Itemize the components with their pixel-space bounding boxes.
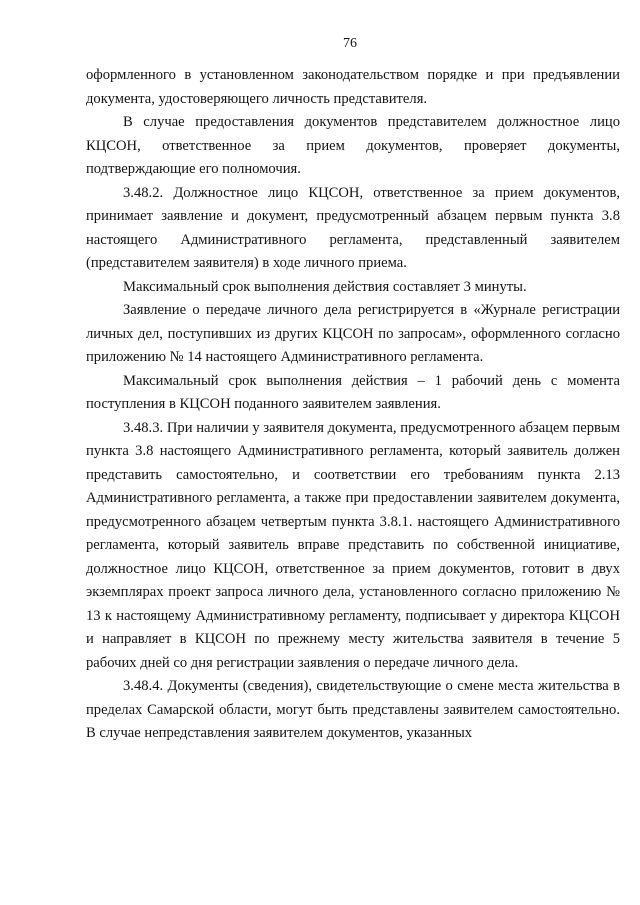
paragraph-max-time-3-min: Максимальный срок выполнения действия составляет 3 минуты. <box>123 278 527 295</box>
paragraph-continuation: оформленного в установленном законодательством порядке и при предъявлении документа, удостоверяющего личность представителя. <box>86 67 620 107</box>
paragraph-3-48-2: 3.48.2. Должностное лицо КЦСОН, ответственное за прием документов, принимает заявление и документ, предусмотренный абзацем первым пункта 3.8 настоящего Административного регламента, представленный заявителем (представителем заявителя) в ходе личного приема. <box>86 184 620 271</box>
page-number: 76 <box>343 36 357 51</box>
paragraph-representative-check: В случае предоставления документов представителем должностное лицо КЦСОН, ответственное за прием документов, проверяет документы, подтверждающие его полномочия. <box>86 114 620 177</box>
paragraph-registration-journal: Заявление о передаче личного дела регистрируется в «Журнале регистрации личных дел, поступивших из других КЦСОН по запросам», оформленного согласно приложению № 14 настоящего Административного регламента. <box>86 302 620 365</box>
document-body <box>86 64 620 746</box>
paragraph-3-48-4: 3.48.4. Документы (сведения), свидетельствующие о смене места жительства в пределах Самарской области, могут быть представлены заявителем самостоятельно. В случае непредставления заявителем документов, указанных <box>86 678 620 741</box>
paragraph-max-time-1-day: Максимальный срок выполнения действия – 1 рабочий день с момента поступления в КЦСОН поданного заявителем заявления. <box>86 372 620 412</box>
paragraph-3-48-3: 3.48.3. При наличии у заявителя документа, предусмотренного абзацем первым пункта 3.8 настоящего Административного регламента, который заявитель должен представить самостоятельно, и соответствии его требованиям пункта 2.13 Административного регламента, а также при предоставлении заявителем документа, предусмотренного абзацем четвертым пункта 3.8.1. настоящего Административного регламента, который заявитель вправе представить по собственной инициативе, должностное лицо КЦСОН, ответственное за прием документов, готовит в двух экземплярах проект запроса личного дела, установленного согласно приложению № 13 к настоящему Административному регламенту, подписывает у директора КЦСОН и направляет в КЦСОН по прежнему месту жительства заявителя в течение 5 рабочих дней со дня регистрации заявления о передаче личного дела. <box>86 419 620 671</box>
